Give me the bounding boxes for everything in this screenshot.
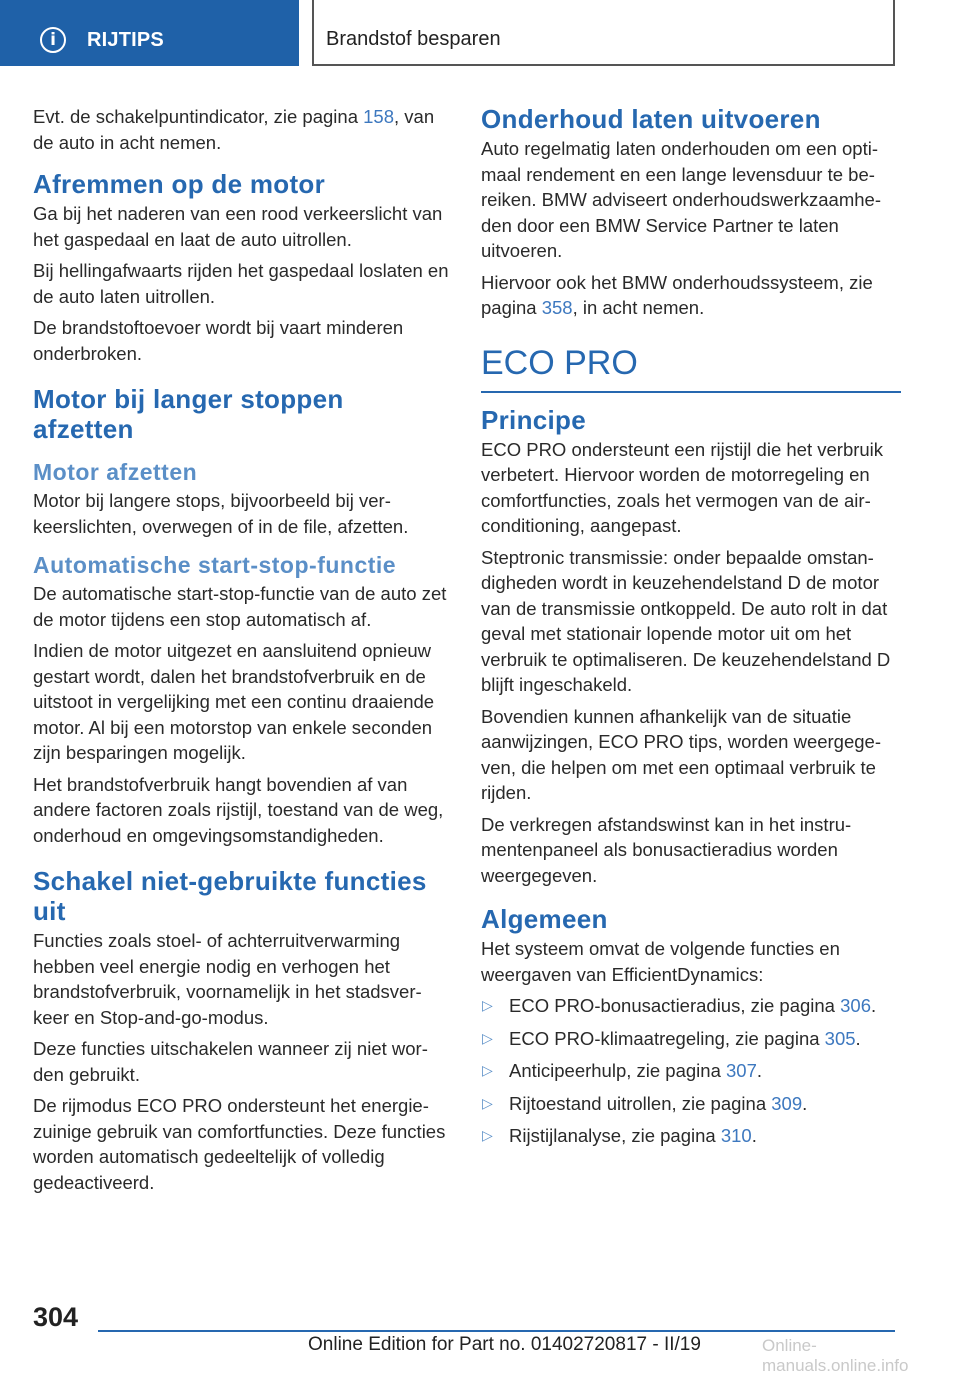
chapter-tab xyxy=(0,0,299,66)
section-header xyxy=(312,0,895,66)
triangle-bullet-icon: ▷ xyxy=(482,1029,493,1046)
paragraph: Ga bij het naderen van een rood verkeerslicht van het gaspedaal en laat de auto uitrollen. xyxy=(33,203,443,250)
page-link[interactable]: 158 xyxy=(363,106,395,127)
list-item: ▷ ECO PRO-klimaatregeling, zie pagina 305. xyxy=(481,1026,901,1052)
paragraph: Hiervoor ook het BMW onderhoudssysteem, zie pagina 358, in acht nemen. xyxy=(481,271,873,318)
chapter-heading-ecopro: ECO PRO xyxy=(481,343,638,382)
footer-rule xyxy=(98,1330,895,1332)
paragraph: De verkregen afstandswinst kan in het instrumentenpaneel als bonusactieradius worden weergegeven. xyxy=(481,813,852,886)
heading-stoppen: Motor bij langer stoppen afzetten xyxy=(33,384,344,444)
triangle-bullet-icon: ▷ xyxy=(482,1062,493,1078)
triangle-bullet-icon: ▷ xyxy=(482,997,493,1013)
paragraph: Het systeem omvat de volgende functies en weergaven van EfficientDynamics: xyxy=(481,938,840,985)
left-column xyxy=(33,104,451,1201)
list-item: ▷ ECO PRO-bonusactieradius, zie pagina 306. xyxy=(481,993,901,1019)
paragraph: Bij hellingafwaarts rijden het gaspedaal loslaten en de auto laten uitrollen. xyxy=(33,260,449,307)
heading-algemeen: Algemeen xyxy=(481,904,608,934)
chapter-tab-label: RIJTIPS xyxy=(87,29,164,51)
paragraph: Bovendien kunnen afhankelijk van de situatie aanwijzingen, ECO PRO tips, worden weergegeven, die helpen om met een optimaal verbruik te rijden. xyxy=(481,705,882,803)
page-link[interactable]: 358 xyxy=(541,297,573,318)
triangle-bullet-icon: ▷ xyxy=(482,1127,493,1143)
page-link[interactable]: 305 xyxy=(824,1027,856,1049)
paragraph: Functies zoals stoel- of achterruitverwarming hebben veel energie nodig en verhogen het brandstofverbruik, voornamelijk in het stadsverkeer en Stop-and-go-modus. xyxy=(33,930,422,1028)
section-title: Brandstof besparen xyxy=(326,28,501,50)
paragraph: Auto regelmatig laten onderhouden om een optimaal rendement en een lange levensduur te bereiken. BMW adviseert onderhoudswerkzaamheden door een BMW Service Partner te laten uitvoeren. xyxy=(481,138,881,261)
heading-onderhoud: Onderhoud laten uitvoeren xyxy=(481,104,821,134)
page-number: 304 xyxy=(33,1302,79,1332)
info-icon: i xyxy=(40,27,66,53)
list-item: ▷ Rijstijlanalyse, zie pagina 310. xyxy=(481,1123,901,1149)
page-link[interactable]: 306 xyxy=(840,995,871,1016)
page-link[interactable]: 307 xyxy=(726,1060,757,1081)
paragraph: De rijmodus ECO PRO ondersteunt het energiezuinige gebruik van comfortfuncties. Deze functies worden automatisch gedeeltelijk of volledig gedeactiveerd. xyxy=(33,1095,446,1193)
page-link[interactable]: 309 xyxy=(771,1092,803,1114)
paragraph: Indien de motor uitgezet en aansluitend opnieuw gestart wordt, dalen het brandstofverbruik en de uitstoot in vergelijking met een continu draaiende motor. Al bij een motorstop van enkele seconden zijn besparingen mogelijk. xyxy=(33,640,435,763)
list-item: ▷ Rijtoestand uitrollen, zie pagina 309. xyxy=(481,1091,901,1117)
paragraph: Motor bij langere stops, bijvoorbeeld bij verkeerslichten, overwegen of in de file, afzetten. xyxy=(33,490,409,537)
heading-afremmen: Afremmen op de motor xyxy=(33,169,326,199)
heading-rule xyxy=(481,391,901,393)
heading-schakel: Schakel niet-gebruikte functies uit xyxy=(33,866,427,926)
function-list xyxy=(481,993,901,1149)
paragraph: Steptronic transmissie: onder bepaalde omstandigheden wordt in keuzehendelstand D de motor van de transmissie ontkoppeld. De auto rolt in dat geval met stationair lopende motor uit om het verbruik te optimaliseren. De keuzehendelstand D blijft ingeschakeld. xyxy=(481,546,891,695)
page-link[interactable]: 310 xyxy=(720,1125,752,1146)
edition-text: Online Edition for Part no. 01402720817 - II/19 xyxy=(308,1334,701,1355)
paragraph: ECO PRO ondersteunt een rijstijl die het verbruik verbetert. Hiervoor worden de motorregeling en comfortfuncties, zoals het vermogen van de airconditioning, aangepast. xyxy=(481,438,884,536)
paragraph: De automatische start-stop-functie van de auto zet de motor tijdens een stop automatisch af. xyxy=(33,583,447,630)
watermark-text: Online-manuals.online.info xyxy=(762,1336,909,1375)
intro-paragraph: Evt. de schakelpuntindicator, zie pagina 158, van de auto in acht nemen. xyxy=(33,106,435,153)
paragraph: De brandstoftoevoer wordt bij vaart minderen onderbroken. xyxy=(33,317,404,364)
subheading-afzetten: Motor afzetten xyxy=(33,459,198,485)
list-item: ▷ Anticipeerhulp, zie pagina 307. xyxy=(481,1058,901,1084)
right-column xyxy=(481,104,901,1156)
paragraph: Deze functies uitschakelen wanneer zij niet worden gebruikt. xyxy=(33,1038,428,1085)
heading-principe: Principe xyxy=(481,404,586,435)
triangle-bullet-icon: ▷ xyxy=(482,1094,493,1111)
subheading-startstop: Automatische start-stop-functie xyxy=(33,552,397,578)
paragraph: Het brandstofverbruik hangt bovendien af van andere factoren zoals rijstijl, toestand van de weg, onderhoud en omgevingsomstandigheden. xyxy=(33,773,444,846)
